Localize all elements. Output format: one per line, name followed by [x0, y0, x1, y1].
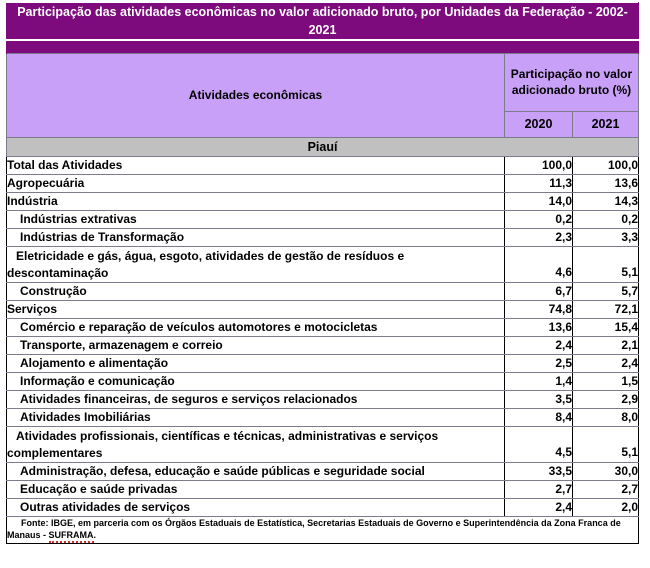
header-year-2020: 2020: [505, 111, 573, 137]
row-value-2020: 0,2: [505, 210, 573, 228]
row-value-2020: 2,5: [505, 354, 573, 372]
row-label: Construção: [7, 282, 505, 300]
row-value-2020: 1,4: [505, 372, 573, 390]
row-value-2021: 2,4: [573, 354, 639, 372]
economic-activities-table: [6, 2, 639, 544]
row-value-2021: 13,6: [573, 174, 639, 192]
table-row: [7, 192, 639, 210]
table-row: [7, 246, 639, 282]
table-row: [7, 426, 639, 462]
row-value-2021: 100,0: [573, 156, 639, 174]
table-row: [7, 372, 639, 390]
row-label-text: Eletricidade e gás, água, esgoto, atividades de gestão de resíduos e descontaminação: [7, 248, 405, 280]
row-value-2021: 15,4: [573, 318, 639, 336]
purple-spacer-band: [7, 40, 639, 53]
table-row: [7, 282, 639, 300]
table-row: [7, 228, 639, 246]
table-row: [7, 318, 639, 336]
title-row: [7, 3, 639, 41]
row-value-2021: 72,1: [573, 300, 639, 318]
row-value-2021: 2,7: [573, 480, 639, 498]
row-value-2020: 13,6: [505, 318, 573, 336]
region-name: Piauí: [7, 137, 639, 156]
table-row: [7, 210, 639, 228]
row-value-2020: 2,3: [505, 228, 573, 246]
row-value-2020: 4,5: [505, 426, 573, 462]
table-row: [7, 300, 639, 318]
table-row: [7, 480, 639, 498]
row-label: [7, 426, 505, 462]
row-label: Indústria: [7, 192, 505, 210]
row-label: [7, 246, 505, 282]
row-value-2021: 5,7: [573, 282, 639, 300]
row-label: Outras atividades de serviços: [7, 498, 505, 516]
row-label: Atividades financeiras, de seguros e serviços relacionados: [7, 390, 505, 408]
row-label: Serviços: [7, 300, 505, 318]
table-row: [7, 462, 639, 480]
row-value-2021: 8,0: [573, 408, 639, 426]
row-value-2020: 100,0: [505, 156, 573, 174]
row-label: Comércio e reparação de veículos automotores e motocicletas: [7, 318, 505, 336]
row-value-2020: 2,7: [505, 480, 573, 498]
row-value-2020: 8,4: [505, 408, 573, 426]
row-label: Indústrias extrativas: [7, 210, 505, 228]
header-row-main: [7, 53, 639, 111]
table-row: [7, 390, 639, 408]
row-value-2020: 14,0: [505, 192, 573, 210]
title-spacer-row: [7, 40, 639, 53]
row-value-2021: 2,0: [573, 498, 639, 516]
row-label: Educação e saúde privadas: [7, 480, 505, 498]
table-row: [7, 408, 639, 426]
row-label: Administração, defesa, educação e saúde públicas e seguridade social: [7, 462, 505, 480]
row-value-2020: 2,4: [505, 498, 573, 516]
header-participation: Participação no valor adicionado bruto (%): [505, 53, 639, 111]
region-row: [7, 137, 639, 156]
footnote-row: [7, 516, 639, 543]
row-value-2020: 74,8: [505, 300, 573, 318]
row-value-2021: 30,0: [573, 462, 639, 480]
row-value-2021: 5,1: [573, 246, 639, 282]
row-label: Atividades Imobiliárias: [7, 408, 505, 426]
row-value-2021: 1,5: [573, 372, 639, 390]
table-row: [7, 354, 639, 372]
row-value-2020: 11,3: [505, 174, 573, 192]
table-row: [7, 174, 639, 192]
table-row: [7, 156, 639, 174]
row-value-2021: 2,1: [573, 336, 639, 354]
footnote-text-part1: Fonte: IBGE, em parceria com os Órgãos Estaduais de Estatística, Secretarias Estaduais de Governo e Superintendência da Zona Franca de Manaus -: [7, 517, 621, 540]
row-value-2020: 6,7: [505, 282, 573, 300]
row-label: Agropecuária: [7, 174, 505, 192]
row-value-2021: 5,1: [573, 426, 639, 462]
header-activities: Atividades econômicas: [7, 53, 505, 137]
row-label: Alojamento e alimentação: [7, 354, 505, 372]
row-value-2021: 0,2: [573, 210, 639, 228]
table-data-body: [7, 156, 639, 516]
row-value-2021: 14,3: [573, 192, 639, 210]
table-title: Participação das atividades econômicas no valor adicionado bruto, por Unidades da Federação - 2002-2021: [7, 3, 639, 41]
row-value-2020: 2,4: [505, 336, 573, 354]
row-value-2020: 4,6: [505, 246, 573, 282]
row-label: Transporte, armazenagem e correio: [7, 336, 505, 354]
table-row: [7, 336, 639, 354]
row-label: Informação e comunicação: [7, 372, 505, 390]
row-value-2021: 3,3: [573, 228, 639, 246]
row-value-2021: 2,9: [573, 390, 639, 408]
row-value-2020: 33,5: [505, 462, 573, 480]
footnote-misspelled-word: SUFRAMA: [49, 529, 94, 543]
footnote-text-part2: .: [93, 529, 97, 540]
row-label-text: Atividades profissionais, científicas e técnicas, administrativas e serviços complementares: [7, 428, 439, 460]
header-year-2021: 2021: [573, 111, 639, 137]
table-row: [7, 498, 639, 516]
source-footnote: [7, 516, 639, 543]
row-label: Total das Atividades: [7, 156, 505, 174]
row-value-2020: 3,5: [505, 390, 573, 408]
row-label: Indústrias de Transformação: [7, 228, 505, 246]
